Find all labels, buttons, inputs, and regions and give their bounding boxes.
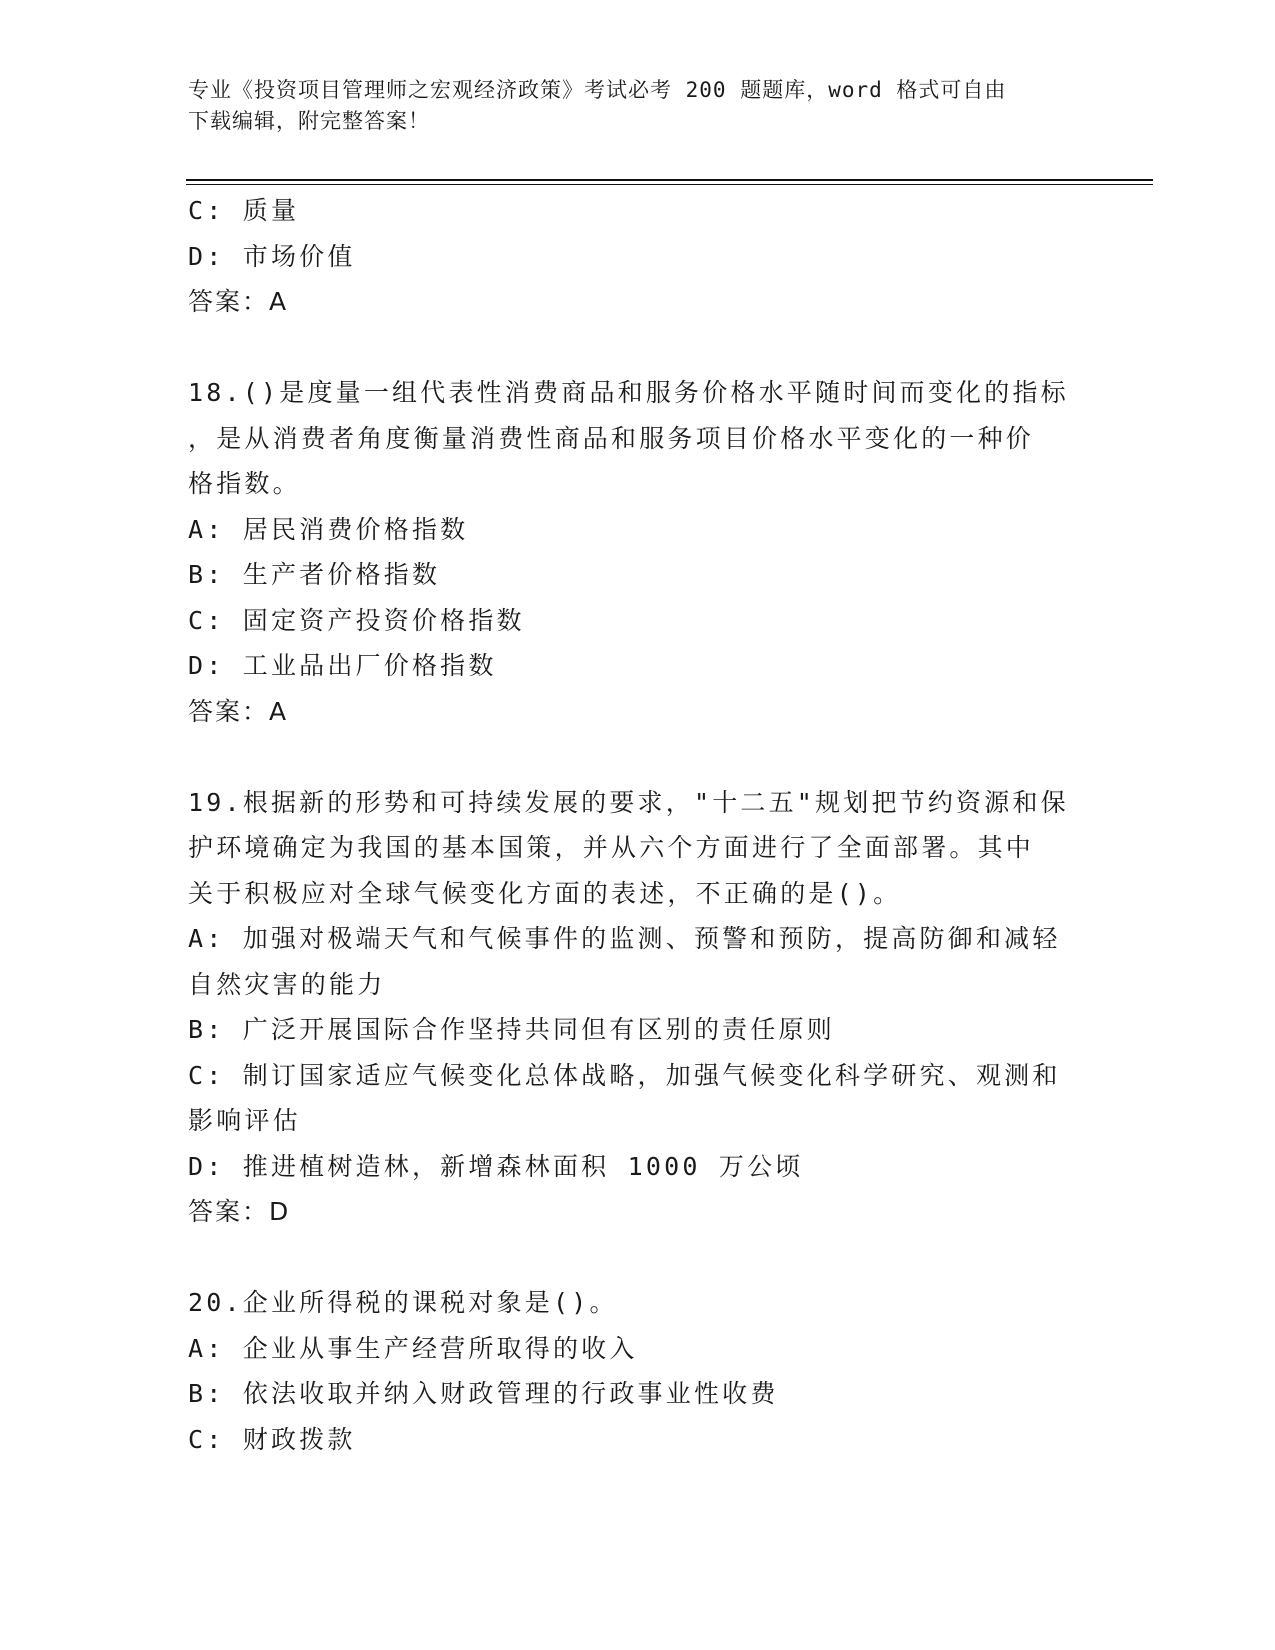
question-17-tail xyxy=(188,188,1088,325)
answer: 答案：A xyxy=(188,287,289,316)
answer: 答案：A xyxy=(188,696,289,726)
document-header xyxy=(188,75,1088,137)
option-b: B: 广泛开展国际合作坚持共同但有区别的责任原则 xyxy=(188,1015,835,1044)
option-b: B: 依法收取并纳入财政管理的行政事业性收费 xyxy=(188,1379,779,1408)
question-stem: 20.企业所得税的课税对象是()。 xyxy=(188,1288,618,1317)
question-18 xyxy=(188,370,1088,734)
spacer xyxy=(188,1235,1088,1281)
option-a: A: 企业从事生产经营所取得的收入 xyxy=(188,1333,638,1363)
spacer xyxy=(188,734,1088,780)
header-title-line-1: 专业《投资项目管理师之宏观经济政策》考试必考 200 题题库，word 格式可自由 xyxy=(188,78,1007,102)
header-title-line-2: 下载编辑，附完整答案！ xyxy=(188,109,430,133)
question-stem: ，是从消费者角度衡量消费性商品和服务项目价格水平变化的一种价 xyxy=(188,423,1035,453)
option-d: D: 工业品出厂价格指数 xyxy=(188,651,497,680)
question-stem: 护环境确定为我国的基本国策，并从六个方面进行了全面部署。其中 xyxy=(188,833,1035,862)
question-stem: 18.()是度量一组代表性消费商品和服务价格水平随时间而变化的指标 xyxy=(188,378,1069,407)
question-stem: 19.根据新的形势和可持续发展的要求，"十二五"规划把节约资源和保 xyxy=(188,787,1069,817)
option-c: C: 财政拨款 xyxy=(188,1424,356,1454)
question-stem: 格指数。 xyxy=(188,469,301,498)
header-divider-thick xyxy=(186,179,1153,181)
answer: 答案：D xyxy=(188,1197,291,1226)
question-20 xyxy=(188,1280,1088,1462)
option-c: C: 固定资产投资价格指数 xyxy=(188,605,525,635)
option-a: A: 居民消费价格指数 xyxy=(188,514,469,544)
header-divider-thin xyxy=(186,184,1153,185)
option-b: B: 生产者价格指数 xyxy=(188,560,441,589)
option-a: A: 加强对极端天气和气候事件的监测、预警和预防，提高防御和减轻 xyxy=(188,924,1061,953)
spacer xyxy=(188,325,1088,371)
option-c-continued: 影响评估 xyxy=(188,1106,301,1135)
option-d: D: 推进植树造林，新增森林面积 1000 万公顷 xyxy=(188,1151,804,1181)
option-a-continued: 自然灾害的能力 xyxy=(188,969,386,999)
option-d: D: 市场价值 xyxy=(188,241,356,271)
option-c: C: 质量 xyxy=(188,196,300,225)
option-c: C: 制订国家适应气候变化总体战略，加强气候变化科学研究、观测和 xyxy=(188,1060,1061,1090)
question-stem: 关于积极应对全球气候变化方面的表述，不正确的是()。 xyxy=(188,878,902,908)
question-19 xyxy=(188,780,1088,1235)
question-list xyxy=(188,188,1088,1462)
